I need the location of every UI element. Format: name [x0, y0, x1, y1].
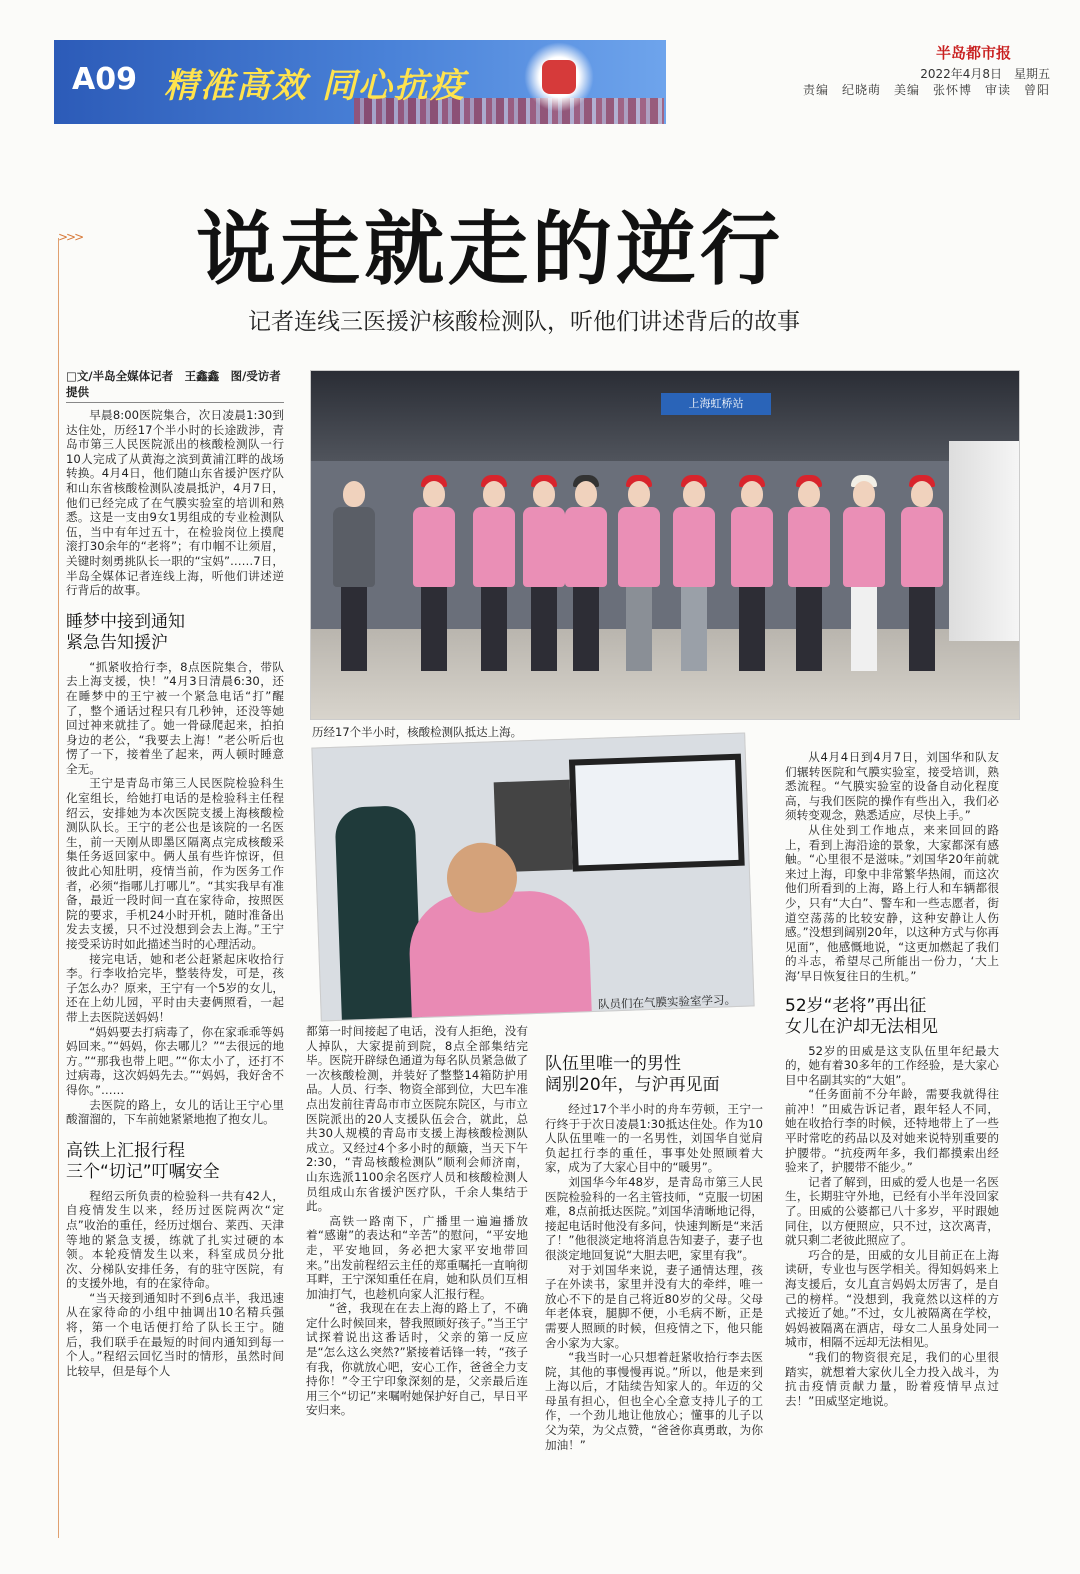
paragraph: 52岁的田威是这支队伍里年纪最大的，她有着30多年的工作经验，是大家心目中名副其实的“大姐”。 [785, 1043, 999, 1087]
team-member [334, 805, 422, 1021]
team-member [331, 481, 375, 681]
station-sign: 上海虹桥站 [661, 393, 771, 415]
paragraph: 接完电话，她和老公赶紧起床收拾行李。行李收拾完毕，整装待发，可是，孩子怎么办？原来，王宁有一个5岁的女儿，还在上幼儿园，平时由夫妻俩照看，一起带上去医院送妈妈！ [66, 951, 284, 1024]
monitor-screen [569, 754, 745, 872]
photo-caption: 队员们在气膜实验室学习。 [597, 992, 737, 1012]
train [949, 441, 1019, 641]
article-column-1 [66, 408, 284, 1378]
section-banner [54, 40, 666, 124]
team-member [521, 481, 565, 681]
article-column-2 [306, 1024, 528, 1418]
team-member [411, 481, 455, 681]
team-member [408, 889, 593, 1021]
article-byline: □文/半岛全媒体记者 王鑫鑫 图/受访者提供 [66, 368, 284, 403]
newspaper-logo: 半岛都市报 [936, 44, 1012, 62]
article-column-4 [785, 750, 999, 1408]
section-heading: 睡梦中接到通知 紧急告知援沪 [66, 611, 185, 653]
team-arrival-photo [310, 370, 1020, 720]
section-heading: 高铁上汇报行程 三个“切记”叮嘱安全 [66, 1140, 220, 1182]
column-divider [58, 238, 59, 1538]
paragraph: “当天接到通知时不到6点半，我迅速从在家待命的小组中抽调出10名精兵强将，第一个电话便打给了队长王宁。随后，我们联手在最短的时间内通知到每一个人。”程绍云回忆当时的情形，虽然时间比较早，但是每个人 [66, 1290, 284, 1378]
paragraph: 程绍云所负责的检验科一共有42人，自疫情发生以来，经历过医院两次“定点”收治的重任，经历过烟台、莱西、天津等地的紧急支援，练就了扎实过硬的本领。本轮疫情发生以来，科室成员分批次、分梯队安排任务，有的驻守医院，有的支援外地，有的在家待命。 [66, 1188, 284, 1291]
team-member [671, 481, 715, 681]
paragraph: 从4月4日到4月7日，刘国华和队友们辗转医院和气膜实验室，接受培训，熟悉流程。“气膜实验室的设备自动化程度高，与我们医院的操作有些出入，我们必须转变观念，熟悉适应，尽快上手。” [785, 750, 999, 823]
section-slogan: 精准高效 同心抗疫 [164, 66, 466, 106]
team-member [899, 481, 943, 681]
paragraph: “爸，我现在在去上海的路上了，不确定什么时候回来，替我照顾好孩子。”当王宁试探着说出这番话时，父亲的第一反应是“怎么这么突然?”紧接着话锋一转，“孩子有我，你就放心吧，安心工作，爸爸全力支持你！”令王宁印象深刻的是，父亲最后连用三个“切记”来嘱咐她保护好自己，早日平安归来。 [306, 1301, 528, 1418]
article-headline: 说走就走的逆行 [196, 203, 784, 296]
paragraph: 从住处到工作地点，来来回回的路上，看到上海沿途的景象，大家都深有感触。“心里很不是滋味。”刘国华20年前就来过上海，印象中非常繁华热闹，而这次他们所看到的上海，路上行人和车辆都很少，只有“大白”、警车和一些志愿者，街道空荡荡的比较安静，这种安静让人伤感。”没想到阔别20年，以这种方式与你再见面”，他感慨地说，“这更加燃起了我们的斗志，希望尽己所能出一份力，‘大上海’早日恢复往日的生机。” [785, 822, 999, 983]
section-heading: 52岁“老将”再出征 女儿在沪却无法相见 [785, 995, 938, 1037]
paragraph: “任务面前不分年龄，需要我就得往前冲！”田威告诉记者，跟年轻人不同，她在收拾行李的时候，还特地带上了一些平时常吃的药品以及对她来说特别重要的护腰带。“抗疫两年多，我们都摸索出经验来了，护腰带不能少。” [785, 1087, 999, 1175]
paragraph: 巧合的是，田威的女儿目前正在上海读研，专业也与医学相关。得知妈妈来上海支援后，女儿直言妈妈太厉害了，是自己的榜样。“没想到，我竟然以这样的方式接近了她。”不过，女儿被隔离在学校，妈妈被隔离在酒店，母女二人虽身处同一城市，相隔不远却无法相见。 [785, 1247, 999, 1350]
paragraph: 早晨8:00医院集合，次日凌晨1:30到达住处，历经17个半小时的长途跋涉，青岛市第三人民医院派出的核酸检测队一行10人完成了从黄海之滨到黄浦江畔的战场转换。4月4日，他们随山东省援沪医疗队和山东省核酸检测队凌晨抵沪，4月7日，他们已经完成了在气膜实验室的培训和熟悉。这是一支由9女1男组成的专业检测队伍，当中有年过五十，在检验岗位上摸爬滚打30余年的“老将”；有巾帼不让须眉，关键时刻勇挑队长一职的“宝妈”……7日，半岛全媒体记者连线上海，听他们讲述逆行背后的故事。 [66, 408, 284, 598]
issue-date: 2022年4月8日 星期五 [920, 67, 1050, 81]
lab-training-photo [311, 733, 754, 1022]
paragraph: 去医院的路上，女儿的话让王宁心里酸溜溜的，下车前她紧紧地抱了抱女儿。 [66, 1097, 284, 1127]
page-number: A09 [72, 62, 137, 97]
paragraph: 王宁是青岛市第三人民医院检验科生化室组长，给她打电话的是检验科主任程绍云，安排她为本次医院支援上海核酸检测队队长。王宁的老公也是该院的一名医生，前一天刚从即墨区隔离点完成核酸采集任务返回家中。俩人虽有些许惊讶，但彼此心知肚明，疫情当前，作为医务工作者，必须“指哪儿打哪儿”。“其实我早有准备，最近一段时间一直在家待命，按照医院的要求，手机24小时开机，随时准备出发去支援，只不过没想到会去上海。”王宁接受采访时如此描述当时的心理活动。 [66, 776, 284, 951]
paragraph: “妈妈要去打病毒了，你在家乖乖等妈妈回来。”“妈妈，你去哪儿？”“去很远的地方。”“那我也带上吧。”“你太小了，还打不过病毒，这次妈妈先去。”“妈妈，我好舍不得你。”…… [66, 1024, 284, 1097]
editor-credits: 责编 纪晓萌 美编 张怀博 审读 曾阳 [802, 83, 1050, 97]
paragraph: “我当时一心只想着赶紧收拾行李去医院，其他的事慢慢再说。”所以，他是来到上海以后，才陆续告知家人的。年迈的父母虽有担心，但也全心全意支持儿子的工作，一个劲儿地让他放心；懂事的儿子以父为荣，为父点赞，“爸爸你真勇敢，为你加油！” [545, 1350, 763, 1452]
paragraph: 记者了解到，田威的爱人也是一名医生，长期驻守外地，已经有小半年没回家了。田威的公婆都已八十多岁，平时跟她同住，以方便照应，只不过，这次离青，就只剩二老彼此照应了。 [785, 1174, 999, 1248]
team-member [563, 481, 607, 681]
paragraph: 高铁一路南下，广播里一遍遍播放着“感谢”的表达和“辛苦”的慰问，“平安地走，平安地回，务必把大家平安地带回来。”出发前程绍云主任的郑重嘱托一直响彻耳畔，王宁深知重任在肩，她和队员们互相加油打气，也趁机向家人汇报行程。 [306, 1213, 528, 1301]
paragraph: 对于刘国华来说，妻子通情达理，孩子在外读书，家里并没有大的牵绊，唯一放心不下的是自己将近80岁的父母。父母年老体衰，腿脚不便，小毛病不断，正是需要人照顾的时候，但疫情之下，他只能舍小家为大家。 [545, 1262, 763, 1350]
paragraph: 刘国华今年48岁，是青岛市第三人民医院检验科的一名主管技师，“克服一切困难，8点前抵达医院。”刘国华清晰地记得，接起电话时他没有多问，快速判断是“来活了！”他很淡定地将消息告知妻子，妻子也很淡定地回复说“大胆去吧，家里有我”。 [545, 1174, 763, 1262]
team-member [729, 481, 773, 681]
team-member [786, 481, 830, 681]
paragraph: “我们的物资很充足，我们的心里很踏实，就想着大家伙儿全力投入战斗，为抗击疫情贡献力量，盼着疫情早点过去！”田威坚定地说。 [785, 1349, 999, 1408]
team-member [471, 481, 515, 681]
chevron-decoration-icon: >>> [58, 230, 83, 244]
team-member [841, 481, 885, 681]
paragraph: 经过17个半小时的舟车劳顿，王宁一行终于于次日凌晨1:30抵达住处。作为10人队伍里唯一的一名男性，刘国华自觉肩负起扛行李的重任，事事处处照顾着大家，成为了大家心目中的“暖男”。 [545, 1102, 763, 1175]
article-subheadline: 记者连线三医援沪核酸检测队，听他们讲述背后的故事 [248, 309, 800, 335]
paragraph: 都第一时间接起了电话，没有人拒绝，没有人掉队，大家提前到院，8点全部集结完毕。医院开辟绿色通道为每名队员紧急做了一次核酸检测，并装好了整整14箱防护用品。人员、行李、物资全部到位，大巴车准点出发前往青岛市市立医院东院区，与市立医院派出的20人支援队伍会合，就此，总共30人规模的青岛市支援上海核酸检测队成立。又经过4个多小时的颠簸，当天下午2:30，“青岛核酸检测队”顺利会师济南，山东选派1100余名医疗人员和核酸检测人员组成山东省援沪医疗队，千余人集结于此。 [306, 1024, 528, 1214]
joined-hands-icon [524, 42, 594, 112]
paragraph: “抓紧收拾行李，8点医院集合，带队去上海支援，快！”4月3日清晨6:30，还在睡梦中的王宁被一个紧急电话“打”醒了，整个通话过程只有几秒钟，还没等她回过神来就挂了。她一骨碌爬起来，拍拍身边的老公，“我要去上海！”老公听后也愣了一下，接着坐了起来，两人顿时睡意全无。 [66, 659, 284, 776]
photo-caption: 历经17个半小时，核酸检测队抵达上海。 [312, 725, 523, 739]
issue-meta [770, 66, 1050, 98]
team-member [616, 481, 660, 681]
section-heading: 队伍里唯一的男性 阔别20年，与沪再见面 [545, 1054, 720, 1095]
article-column-3 [545, 1054, 763, 1452]
